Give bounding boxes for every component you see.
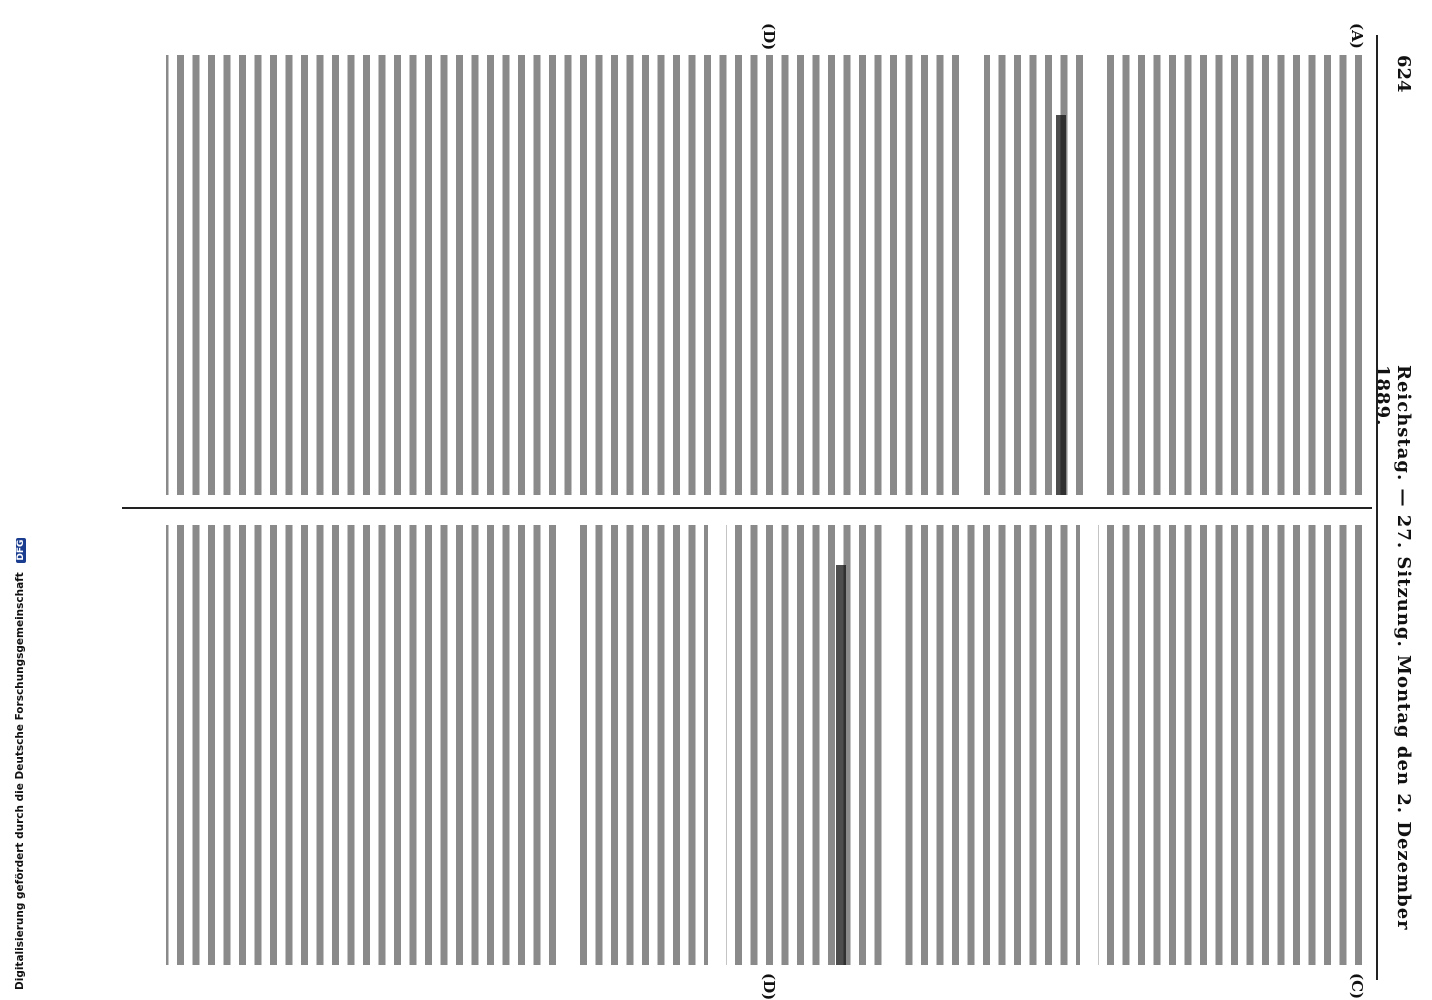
paragraph-gap — [1080, 525, 1098, 965]
margin-marker-a: (A) — [1348, 23, 1366, 49]
scanned-page — [102, 23, 1418, 1000]
dfg-logo: DFG — [16, 539, 26, 561]
page-number: 624 — [1393, 55, 1414, 93]
right-column-text-block — [166, 525, 1366, 965]
right-column — [166, 525, 1366, 965]
column-divider — [122, 507, 1372, 509]
margin-marker-d-left: (D) — [760, 23, 778, 51]
speaker-heading — [1056, 115, 1066, 495]
speaker-heading — [836, 565, 846, 965]
left-column-text-block — [166, 55, 1366, 495]
paragraph-gap — [966, 55, 984, 495]
funding-note — [0, 0, 28, 1000]
page-header-title: Reichstag. — 27. Sitzung. Montag den 2. Dezember 1889. — [1372, 365, 1414, 931]
paragraph-gap — [558, 525, 576, 965]
margin-marker-d-right: (D) — [760, 973, 778, 1000]
paragraph-gap — [1086, 55, 1104, 495]
page-header — [1372, 35, 1418, 980]
funding-note-text: Digitalisierung gefördert durch die Deutsche Forschungsgemeinschaft — [14, 572, 26, 990]
header-rule — [1376, 35, 1378, 980]
paragraph-gap — [708, 525, 726, 965]
margin-marker-c: (C) — [1348, 973, 1366, 1000]
left-column — [166, 55, 1366, 495]
paragraph-gap — [886, 525, 904, 965]
